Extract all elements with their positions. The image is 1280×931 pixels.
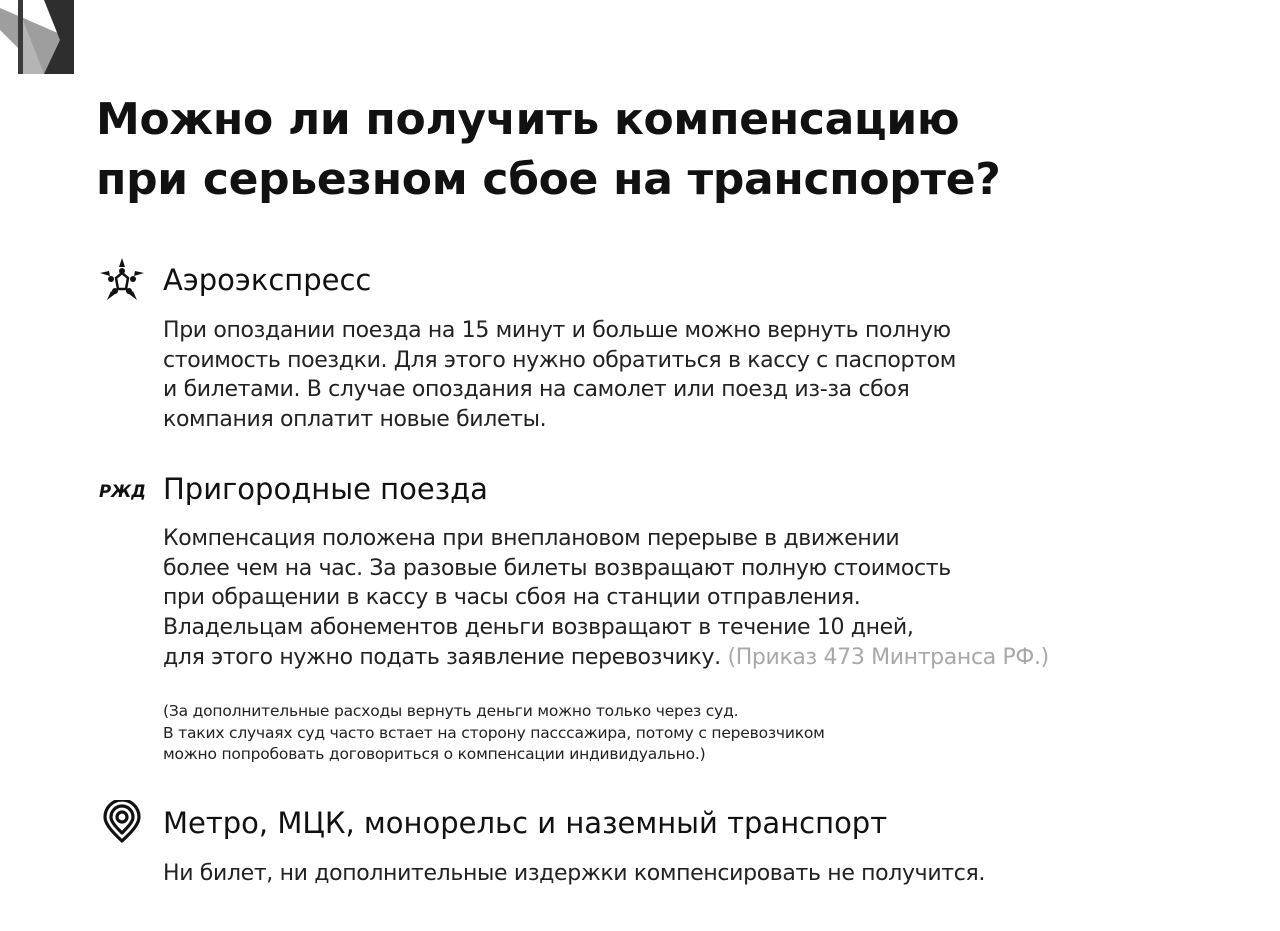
section-heading-aeroexpress: Аэроэкспресс: [163, 263, 372, 297]
section-heading-metro: Метро, МЦК, монорельс и наземный транспорт: [163, 806, 888, 840]
moscow-transport-logo-icon: [102, 800, 142, 844]
body-line: При опоздании поезда на 15 минут и больше можно вернуть полную: [163, 318, 951, 343]
title-line-2: при серьезном сбое на транспорте?: [96, 154, 1001, 205]
body-line: более чем на час. За разовые билеты возвращают полную стоимость: [163, 555, 951, 581]
body-line: Ни билет, ни дополнительные издержки компенсировать не получится.: [163, 861, 986, 886]
body-line: для этого нужно подать заявление перевозчику.: [163, 644, 721, 670]
footnote: [163, 701, 825, 766]
body-line: стоимость поездки. Для этого нужно обратиться в кассу с паспортом: [163, 347, 956, 373]
section-body-metro: [163, 859, 985, 889]
section-heading-suburban-trains: Пригородные поезда: [163, 472, 488, 506]
rzd-logo-icon: [98, 478, 148, 502]
note-line: можно попробовать договориться о компенсации индивидуально.): [163, 745, 706, 763]
aeroexpress-star-icon: [98, 256, 146, 302]
corner-logo-icon: [0, 0, 80, 80]
title-line-1: Можно ли получить компенсацию: [96, 94, 960, 145]
body-line: при обращении в кассу в часы сбоя на станции отправления.: [163, 585, 861, 611]
body-line-with-source: [163, 643, 1049, 673]
section-body-aeroexpress: [163, 316, 956, 435]
note-line: В таких случаях суд часто встает на сторону пасссажира, потому с перевозчиком: [163, 723, 825, 742]
body-line: компания оплатит новые билеты.: [163, 407, 547, 433]
page-title: [96, 90, 1216, 210]
body-line: Владельцам абонементов деньги возвращают в течение 10 дней,: [163, 615, 914, 641]
svg-text:РЖД: РЖД: [99, 482, 146, 502]
note-line: (За дополнительные расходы вернуть деньги можно только через суд.: [163, 702, 739, 720]
body-line: и билетами. В случае опоздания на самолет или поезд из-за сбоя: [163, 377, 910, 403]
body-line: Компенсация положена при внеплановом перерыве в движении: [163, 526, 900, 551]
source-reference: (Приказ 473 Минтранса РФ.): [727, 644, 1049, 670]
section-body-suburban-trains: [163, 524, 1049, 673]
